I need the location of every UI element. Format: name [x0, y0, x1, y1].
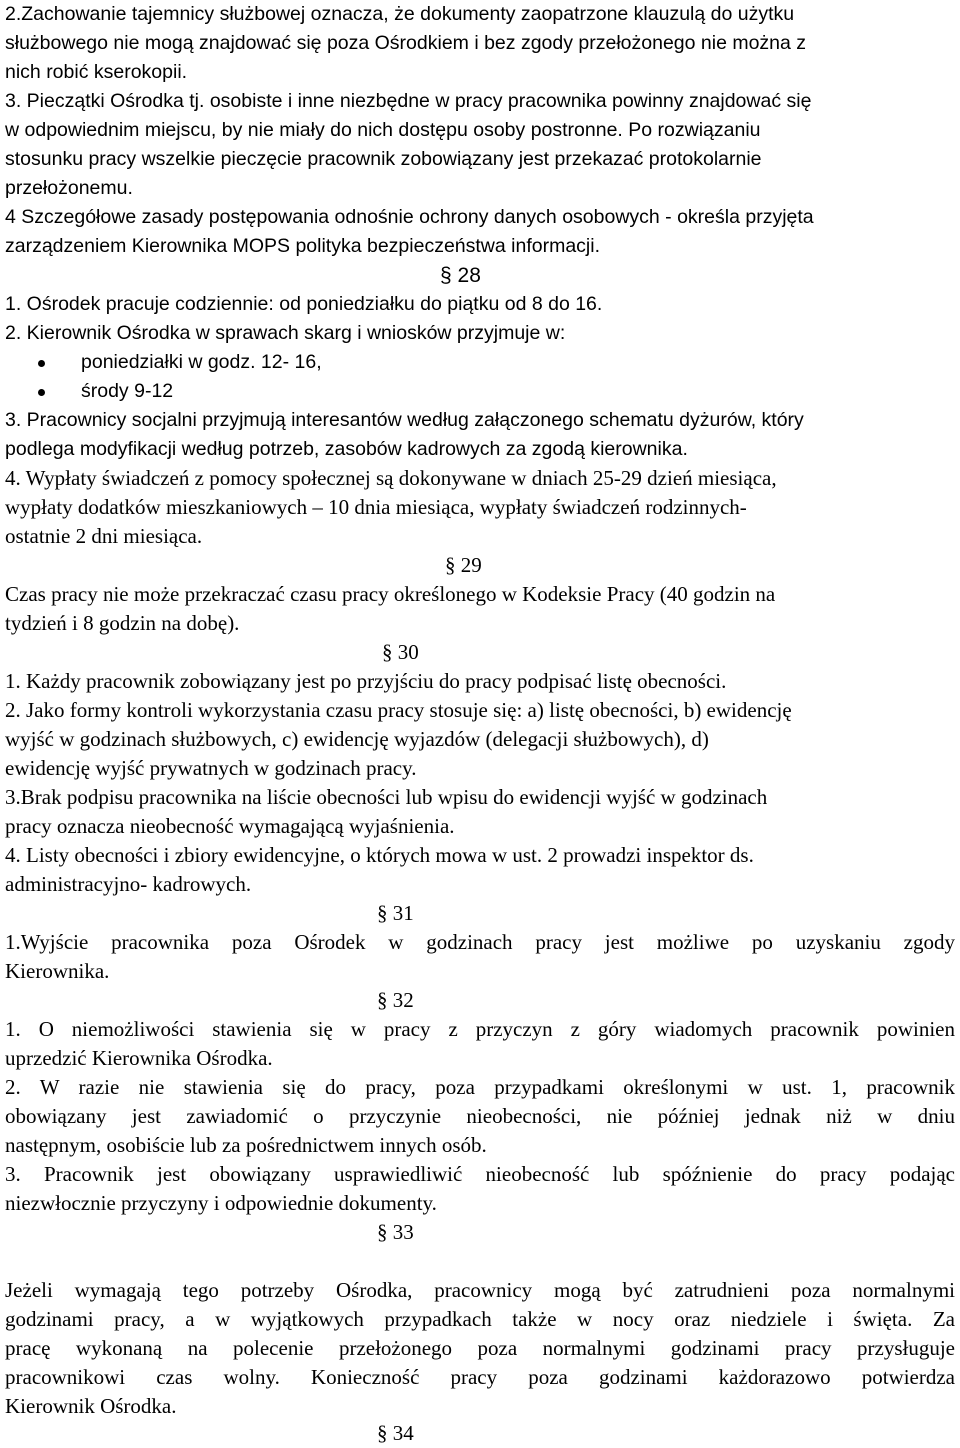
text-line: pracy oznacza nieobecność wymagającą wyjaśnienia.	[5, 814, 455, 838]
text-line: 3. Pracownicy socjalni przyjmują interesantów według załączonego schematu dyżurów, który	[5, 409, 804, 431]
text-line: ostatnie 2 dni miesiąca.	[5, 524, 203, 548]
text-line: wyjść w godzinach służbowych, c) ewidencję wyjazdów (delegacji służbowych), d)	[5, 727, 709, 751]
section-heading: § 32	[377, 988, 414, 1012]
text-line: ewidencję wyjść prywatnych w godzinach pracy.	[5, 756, 417, 780]
section-heading: § 34	[377, 1421, 414, 1445]
text-line: Kierownika.	[5, 959, 110, 983]
text-line: niezwłocznie przyczyny i odpowiednie dokumenty.	[5, 1191, 437, 1215]
text-line: obowiązany jest zawiadomić o przyczynie nieobecności, nie później jednak niż w dniu	[5, 1104, 955, 1128]
section-heading: § 29	[445, 553, 482, 577]
bullet-item: środy 9-12	[81, 380, 174, 402]
text-line: wypłaty dodatków mieszkaniowych – 10 dnia miesiąca, wypłaty świadczeń rodzinnych-	[5, 495, 747, 519]
bullet-icon	[38, 389, 45, 396]
text-line: pracę wykonaną na polecenie przełożonego poza normalnymi godzinami pracy przysługuje	[5, 1336, 955, 1360]
text-line: 2.Zachowanie tajemnicy służbowej oznacza, że dokumenty zaopatrzone klauzulą do użytku	[5, 3, 795, 25]
bullet-item: poniedziałki w godz. 12- 16,	[81, 351, 322, 373]
text-line: Kierownik Ośrodka.	[5, 1394, 177, 1418]
text-line: 4. Wypłaty świadczeń z pomocy społecznej są dokonywane w dniach 25-29 dzień miesiąca,	[5, 466, 777, 490]
text-line: pracownikowi czas wolny. Konieczność pracy poza godzinami każdorazowo potwierdza	[5, 1365, 955, 1389]
section-heading: § 33	[377, 1220, 414, 1244]
bullet-icon	[38, 360, 45, 367]
text-line: 1. Ośrodek pracuje codziennie: od poniedziałku do piątku od 8 do 16.	[5, 293, 603, 315]
text-line: 3. Pracownik jest obowiązany usprawiedliwić nieobecność lub spóźnienie do pracy podając	[5, 1162, 955, 1186]
text-line: uprzedzić Kierownika Ośrodka.	[5, 1046, 273, 1070]
text-line: 2. Kierownik Ośrodka w sprawach skarg i wniosków przyjmuje w:	[5, 322, 566, 344]
text-line: stosunku pracy wszelkie pieczęcie pracownik zobowiązany jest przekazać protokolarnie	[5, 148, 762, 170]
section-heading: § 30	[382, 640, 419, 664]
text-line: Jeżeli wymagają tego potrzeby Ośrodka, pracownicy mogą być zatrudnieni poza normalnymi	[5, 1278, 955, 1302]
text-line: 2. Jako formy kontroli wykorzystania czasu pracy stosuje się: a) listę obecności, b) ewidencję	[5, 698, 792, 722]
text-line: 3. Pieczątki Ośrodka tj. osobiste i inne niezbędne w pracy pracownika powinny znajdować się	[5, 90, 812, 112]
text-line: 1. Każdy pracownik zobowiązany jest po przyjściu do pracy podpisać listę obecności.	[5, 669, 727, 693]
text-line: zarządzeniem Kierownika MOPS polityka bezpieczeństwa informacji.	[5, 235, 600, 257]
text-line: 4. Listy obecności i zbiory ewidencyjne, o których mowa w ust. 2 prowadzi inspektor ds.	[5, 843, 754, 867]
text-line: służbowego nie mogą znajdować się poza Ośrodkiem i bez zgody przełożonego nie można z	[5, 32, 807, 54]
section-heading: § 28	[440, 264, 481, 287]
text-line: przełożonemu.	[5, 177, 133, 199]
text-line: nich robić kserokopii.	[5, 61, 188, 83]
text-line: 1.Wyjście pracownika poza Ośrodek w godzinach pracy jest możliwe po uzyskaniu zgody	[5, 930, 955, 954]
text-line: 3.Brak podpisu pracownika na liście obecności lub wpisu do ewidencji wyjść w godzinach	[5, 785, 768, 809]
text-line: 4 Szczegółowe zasady postępowania odnośnie ochrony danych osobowych - określa przyjęta	[5, 206, 814, 228]
text-line: 1. O niemożliwości stawienia się w pracy z przyczyn z góry wiadomych pracownik powinien	[5, 1017, 955, 1041]
text-line: Czas pracy nie może przekraczać czasu pracy określonego w Kodeksie Pracy (40 godzin na	[5, 582, 776, 606]
text-line: podlega modyfikacji według potrzeb, zasobów kadrowych za zgodą kierownika.	[5, 438, 688, 460]
section-heading: § 31	[377, 901, 414, 925]
text-line: następnym, osobiście lub za pośrednictwem innych osób.	[5, 1133, 487, 1157]
text-line: 2. W razie nie stawienia się do pracy, poza przypadkami określonymi w ust. 1, pracownik	[5, 1075, 955, 1099]
text-line: w odpowiednim miejscu, by nie miały do nich dostępu osoby postronne. Po rozwiązaniu	[5, 119, 761, 141]
text-line: administracyjno- kadrowych.	[5, 872, 252, 896]
text-line: tydzień i 8 godzin na dobę).	[5, 611, 240, 635]
text-line: godzinami pracy, a w wyjątkowych przypadkach także w nocy oraz niedziele i święta. Za	[5, 1307, 955, 1331]
